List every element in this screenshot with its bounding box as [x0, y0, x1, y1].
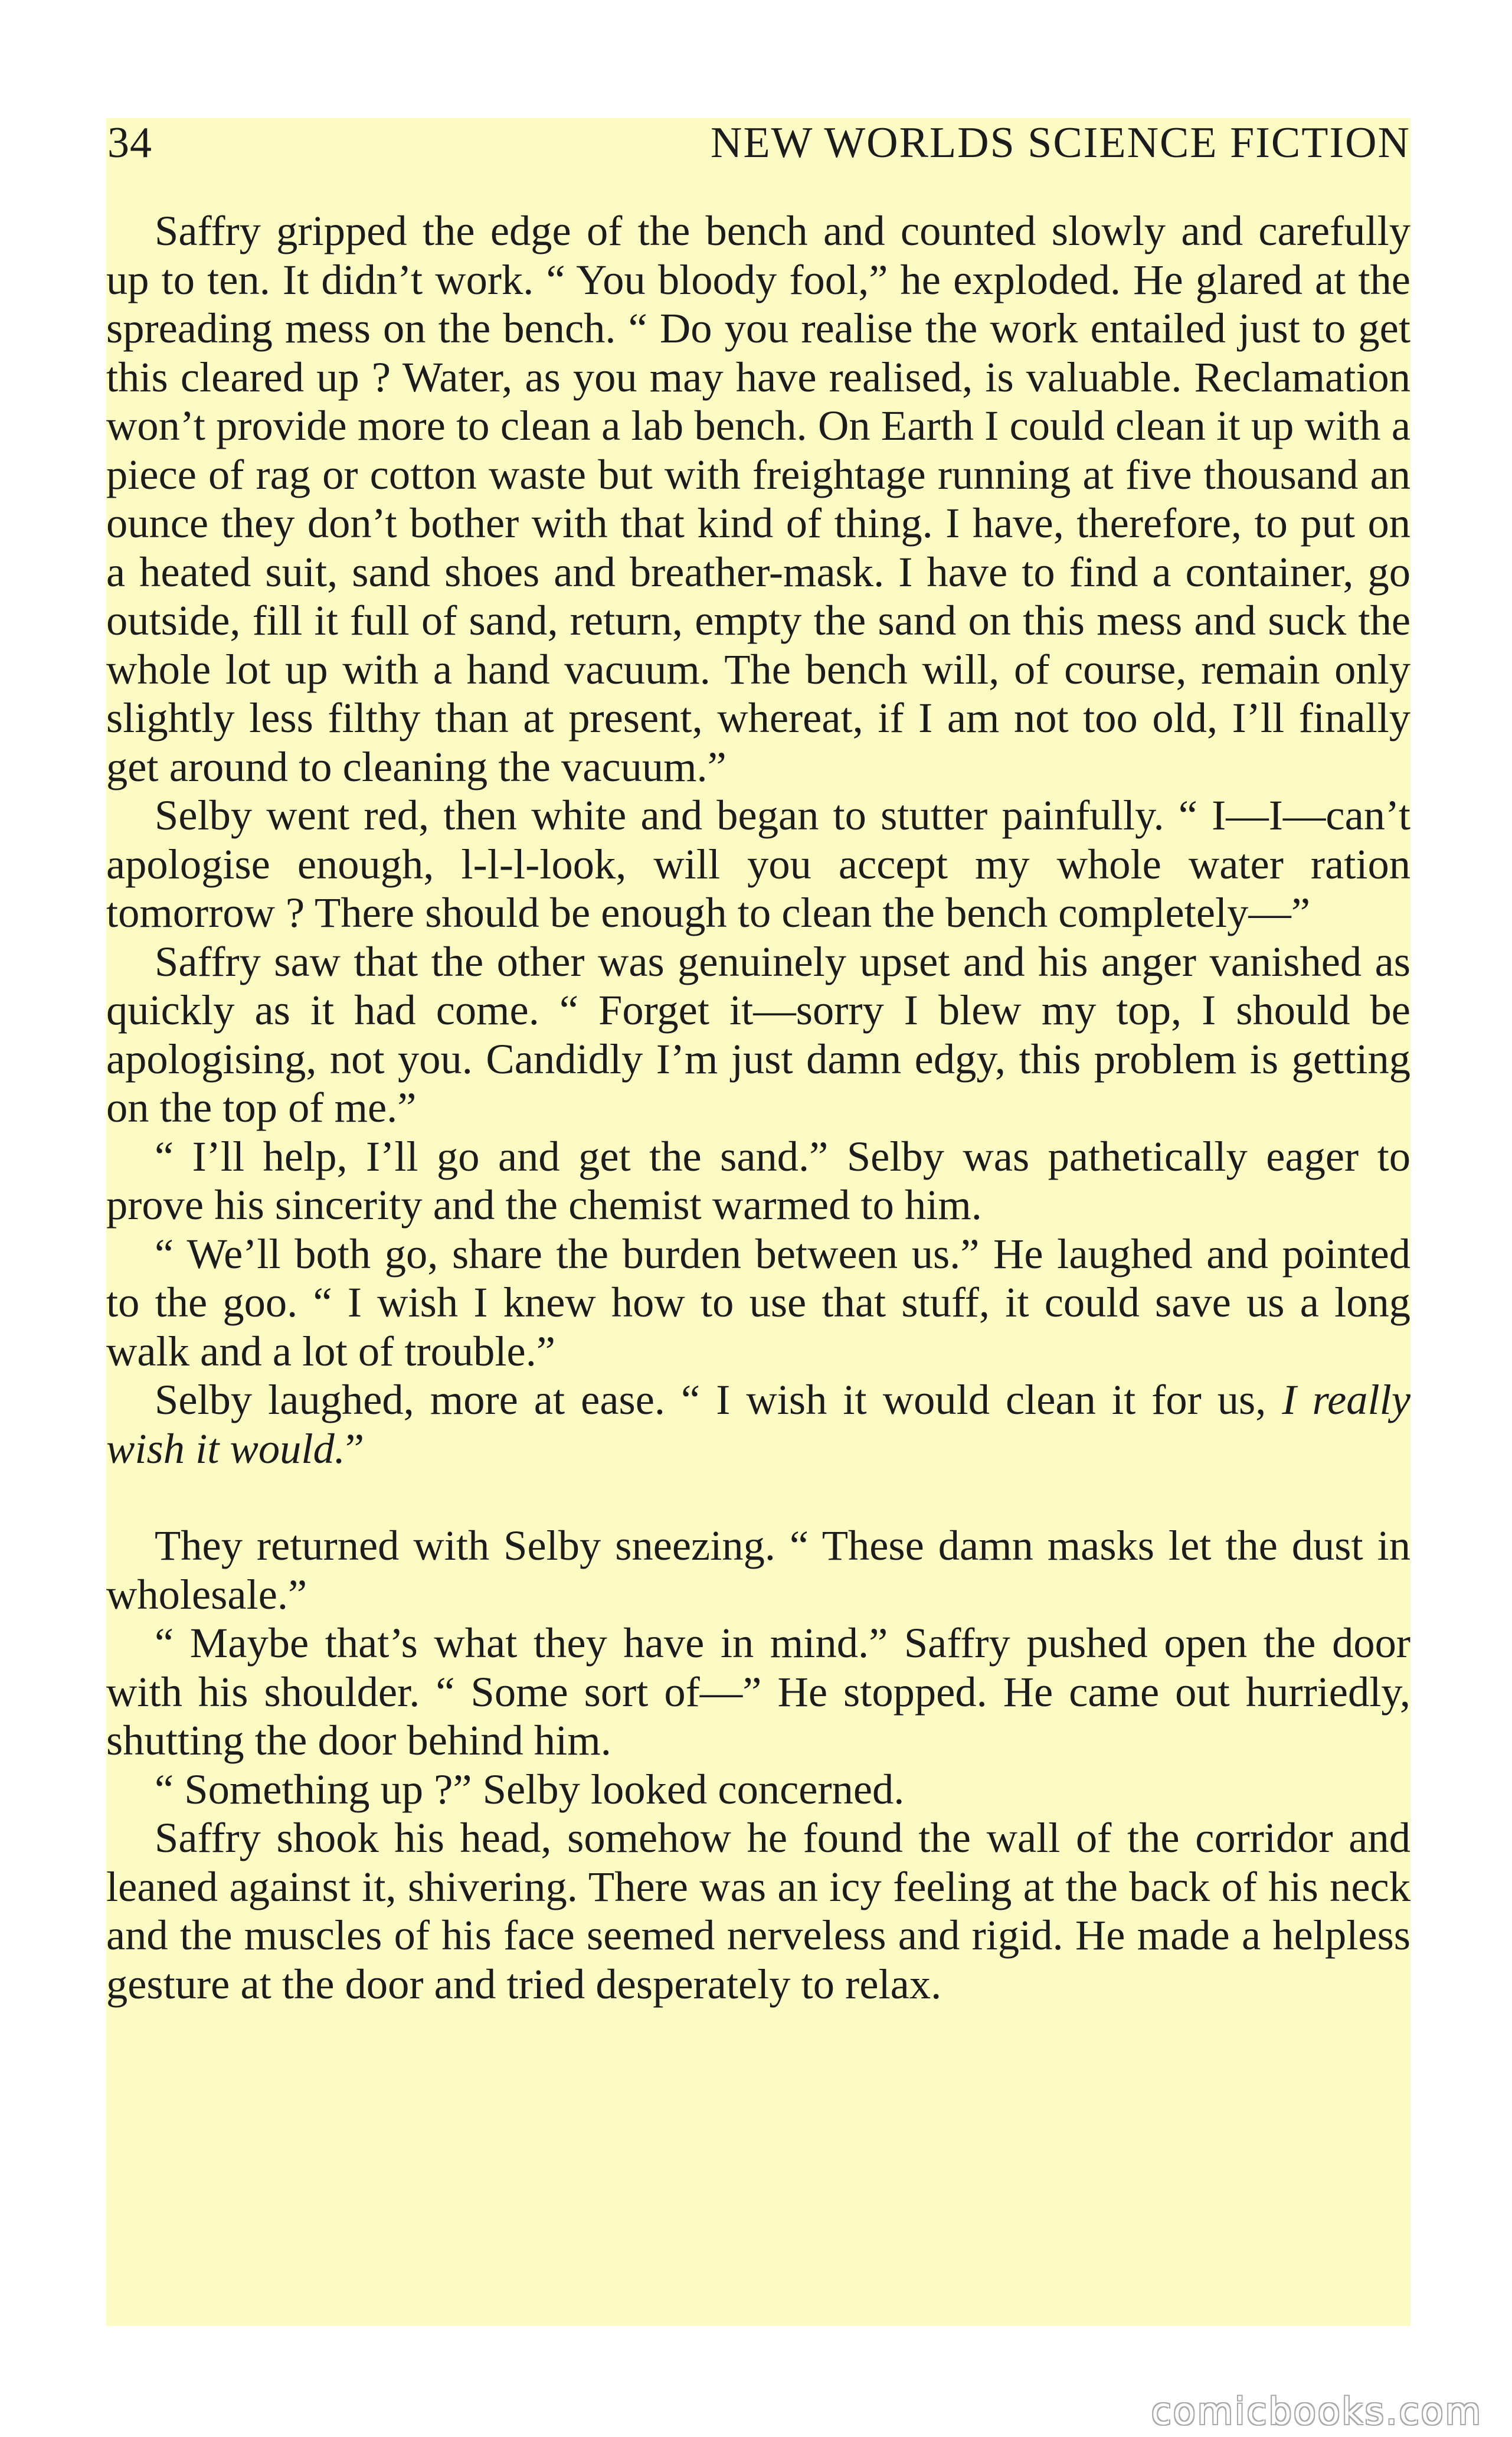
paragraph: They returned with Selby sneezing. “ These damn masks let the dust in wholesale.”	[106, 1521, 1410, 1618]
story-text	[106, 207, 1410, 2008]
selby-wish-italic: I really wish it would.	[106, 1376, 1411, 1472]
paragraph: “ We’ll both go, share the burden between us.” He laughed and pointed to the goo. “ I wish I knew how to use that stuff, it could save us a long walk and a lot of trouble.”	[106, 1229, 1410, 1375]
paragraph: Selby went red, then white and began to stutter painfully. “ I—I—can’t apologise enough, l-l-l-look, will you accept my whole water ration tomorrow ? There should be enough to clean the bench completely—”	[106, 791, 1410, 936]
page-number: 34	[107, 119, 152, 167]
selby-wish-lead: Selby laughed, more at ease. “ I wish it would clean it for us,	[155, 1376, 1282, 1423]
watermark: comicbooks.com	[1151, 2390, 1482, 2433]
paragraph: “ Maybe that’s what they have in mind.” Saffry pushed open the door with his shoulder. “ Some sort of—” He stopped. He came out hurriedly, shutting the door behind him.	[106, 1619, 1410, 1764]
selby-wish-tail: ”	[345, 1424, 365, 1472]
paragraph: Saffry saw that the other was genuinely upset and his anger vanished as quickly as it had come. “ Forget it—sorry I blew my top, I should be apologising, not you. Candidly I’m just damn edgy, this problem is getting on the top of me.”	[106, 937, 1410, 1131]
paragraph: “ I’ll help, I’ll go and get the sand.” Selby was pathetically eager to prove his sincerity and the chemist warmed to him.	[106, 1132, 1410, 1229]
paragraph: Saffry shook his head, somehow he found the wall of the corridor and leaned against it, shivering. There was an icy feeling at the back of his neck and the muscles of his face seemed nerveless and rigid. He made a helpless gesture at the door and tried desperately to relax.	[106, 1814, 1410, 2008]
paragraph: “ Something up ?” Selby looked concerned.	[155, 1765, 905, 1813]
paragraph-selby-wish	[106, 1376, 1410, 1473]
running-head	[106, 118, 1410, 171]
magazine-title: NEW WORLDS SCIENCE FICTION	[711, 119, 1410, 167]
paragraph: Saffry gripped the edge of the bench and counted slowly and carefully up to ten. It didn’t work. “ You bloody fool,” he exploded. He glared at the spreading mess on the bench. “ Do you realise the work entailed just to get this cleared up ? Water, as you may have realised, is valuable. Reclamation won’t provide more to clean a lab bench. On Earth I could clean it up with a piece of rag or cotton waste but with freightage running at five thousand an ounce they don’t bother with that kind of thing. I have, therefore, to put on a heated suit, sand shoes and breather-mask. I have to find a container, go outside, fill it full of sand, return, empty the sand on this mess and suck the whole lot up with a hand vacuum. The bench will, of course, remain only slightly less filthy than at present, whereat, if I am not too old, I’ll finally get around to cleaning the vacuum.”	[106, 207, 1410, 790]
